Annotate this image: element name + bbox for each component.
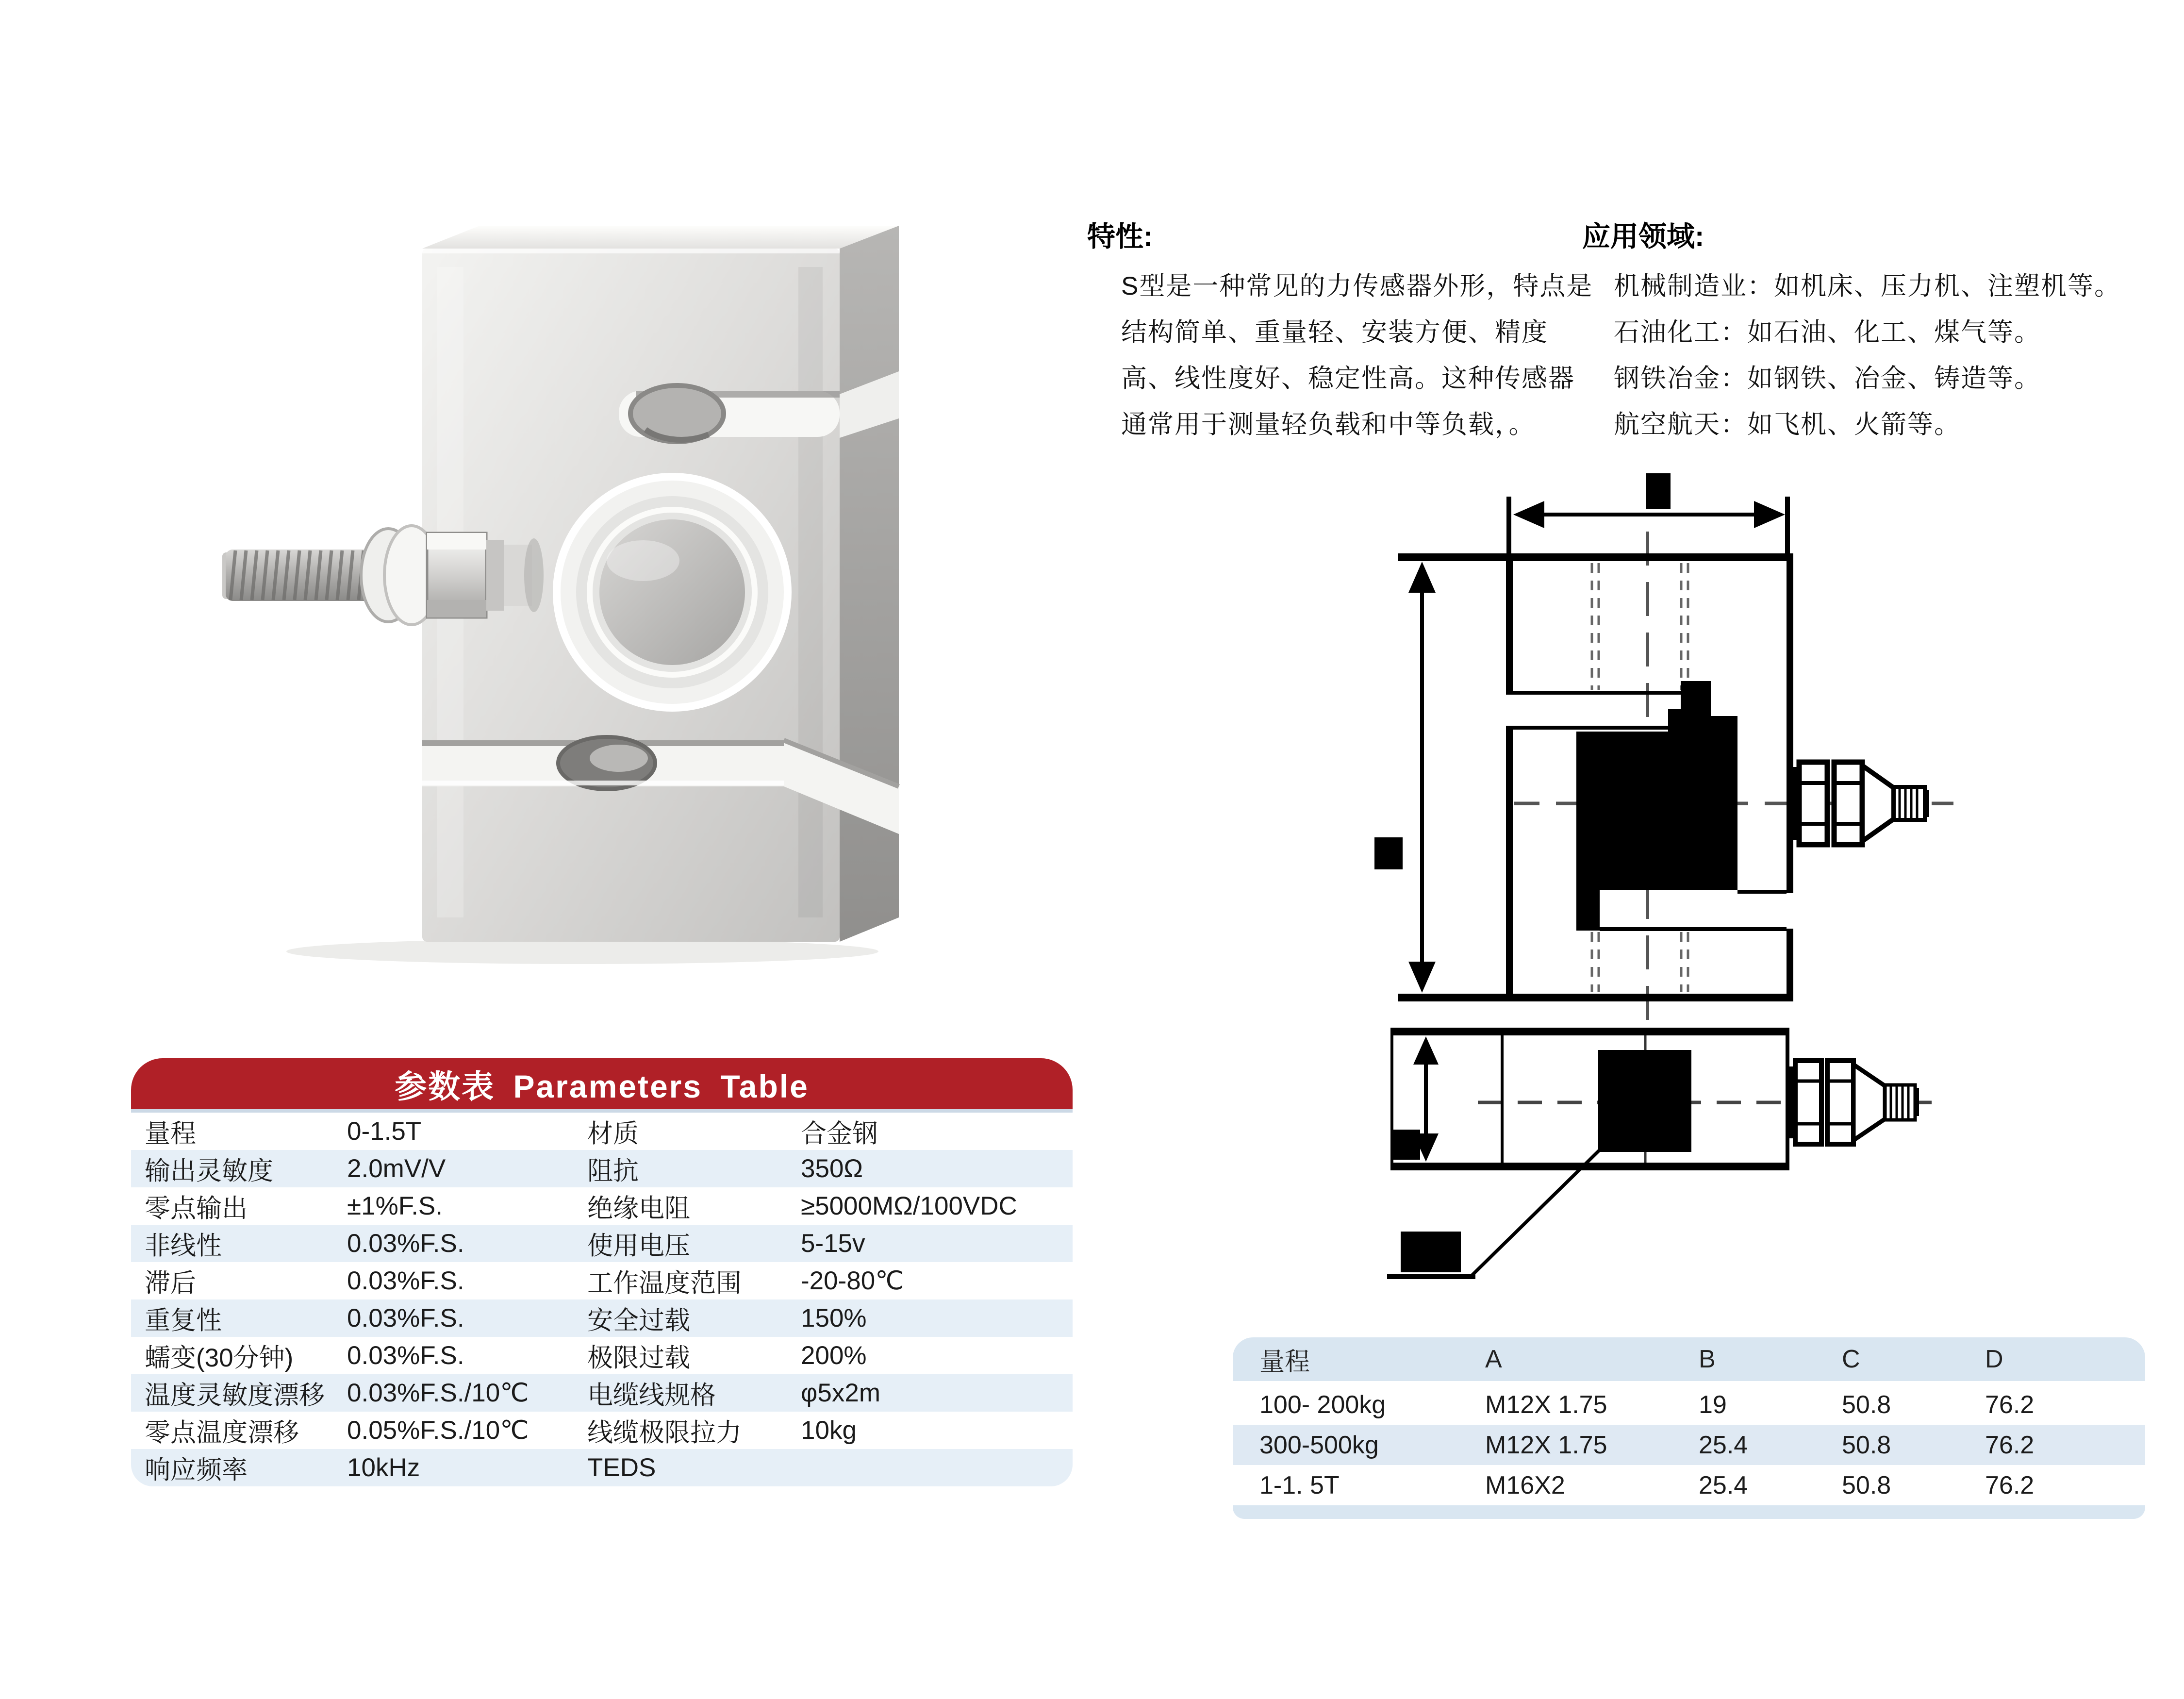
parameter-value: 合金钢 (801, 1119, 878, 1148)
thickness-dimension (1393, 1036, 1439, 1162)
parameter-row (131, 1225, 1073, 1262)
dimension-cell: 50.8 (1842, 1471, 1891, 1499)
dimension-column-header: D (1985, 1345, 2003, 1373)
parameter-label: TEDS (587, 1453, 656, 1482)
banner-divider (131, 1109, 1073, 1113)
parameter-row (131, 1337, 1073, 1374)
parameter-value: 2.0mV/V (347, 1154, 446, 1183)
parameter-value: 0.05%F.S./10℃ (347, 1416, 529, 1445)
dimension-column-header: B (1699, 1345, 1716, 1373)
cable-connector (1793, 762, 1929, 845)
dimension-cell: 100- 200kg (1259, 1390, 1386, 1419)
parameter-label: 工作温度范围 (587, 1268, 742, 1298)
parameter-label: 温度灵敏度漂移 (145, 1381, 325, 1410)
dimension-cell: 25.4 (1699, 1431, 1748, 1459)
center-hole-section (1598, 1050, 1691, 1152)
parameter-value: ≥5000MΩ/100VDC (801, 1192, 1017, 1220)
parameter-label: 重复性 (145, 1306, 222, 1335)
dimension-cell: 76.2 (1985, 1431, 2035, 1459)
parameter-value: 350Ω (801, 1154, 863, 1183)
parameter-value: 0.03%F.S. (347, 1229, 464, 1258)
dimension-cell: 76.2 (1985, 1471, 2035, 1499)
features-heading: 特性: (1087, 221, 1153, 252)
dimension-table-footer (1233, 1505, 2145, 1519)
parameter-label: 安全过载 (587, 1306, 690, 1335)
height-dimension (1374, 562, 1436, 993)
parameter-value: ±1%F.S. (347, 1192, 443, 1220)
parameter-row (131, 1412, 1073, 1449)
parameter-row (131, 1262, 1073, 1299)
parameter-label: 零点温度漂移 (145, 1418, 299, 1447)
parameter-value: -20-80℃ (801, 1266, 904, 1295)
parameter-label: 零点输出 (145, 1194, 248, 1223)
dimension-cell: 50.8 (1842, 1390, 1891, 1419)
parameter-row (131, 1187, 1073, 1225)
parameter-row (131, 1374, 1073, 1412)
parameter-label: 线缆极限拉力 (587, 1418, 742, 1447)
parameter-label: 电缆线规格 (587, 1381, 716, 1410)
cable-connector (1789, 1061, 1919, 1144)
parameter-label: 蠕变(30分钟) (145, 1343, 294, 1372)
sensor-body-side-face (840, 226, 899, 942)
parameter-value: 10kg (801, 1416, 857, 1445)
parameters-table (131, 1058, 1073, 1486)
dimension-cell: M12X 1.75 (1485, 1390, 1607, 1419)
parameter-value: 0.03%F.S./10℃ (347, 1379, 529, 1407)
upper-slot-hole (630, 385, 724, 442)
parameters-table-banner (131, 1058, 1073, 1109)
dimension-table-header (1233, 1337, 2145, 1381)
applications-heading: 应用领域: (1582, 221, 1704, 252)
parameter-label: 极限过载 (587, 1343, 690, 1372)
connector-washer (486, 540, 504, 611)
parameter-label: 输出灵敏度 (145, 1156, 273, 1185)
dimension-column-header: C (1842, 1345, 1860, 1373)
dimension-row (1233, 1465, 2145, 1505)
applications-line: 航空航天：如飞机、火箭等。 (1614, 410, 1961, 439)
parameter-label: 阻抗 (587, 1156, 639, 1185)
dimension-label-placeholder (1401, 1232, 1461, 1272)
parameter-row (131, 1113, 1073, 1150)
parameter-value: φ5x2m (801, 1379, 880, 1407)
features-line: 高、线性度好、稳定性高。这种传感器 (1121, 364, 1575, 393)
dimension-table (1233, 1337, 2145, 1519)
dimension-cell: 50.8 (1842, 1431, 1891, 1459)
dimension-row (1233, 1384, 2145, 1425)
parameter-value: 0-1.5T (347, 1117, 422, 1146)
parameter-label: 响应频率 (145, 1455, 248, 1484)
parameter-row (131, 1449, 1073, 1486)
dimension-label-placeholder (1374, 837, 1403, 869)
dimension-row (1233, 1425, 2145, 1465)
sensor-body-top-face (422, 226, 899, 249)
dimension-cell: M16X2 (1485, 1471, 1565, 1499)
features-section (1087, 214, 1593, 448)
side-outline (1390, 1028, 1789, 1170)
parameter-row (131, 1150, 1073, 1187)
applications-section (1582, 214, 2121, 448)
parameter-value: 150% (801, 1304, 867, 1333)
s-block-outline (1398, 553, 1793, 1001)
dimension-cell: 1-1. 5T (1259, 1471, 1340, 1499)
parameter-value: 10kHz (347, 1453, 420, 1482)
features-line: S型是一种常见的力传感器外形，特点是 (1121, 272, 1593, 300)
parameter-value: 0.03%F.S. (347, 1266, 464, 1295)
center-web-section (1576, 716, 1737, 931)
product-photo (146, 146, 971, 971)
parameter-label: 量程 (145, 1119, 196, 1148)
features-line: 结构简单、重量轻、安装方便、精度 (1121, 318, 1548, 347)
dimension-label-placeholder (1646, 473, 1671, 509)
front-view-drawing (1369, 454, 2029, 1041)
applications-line: 钢铁冶金：如钢铁、冶金、铸造等。 (1614, 364, 2041, 393)
parameter-label: 非线性 (145, 1231, 222, 1260)
dimension-cell: 300-500kg (1259, 1431, 1379, 1459)
parameter-value: 0.03%F.S. (347, 1304, 464, 1333)
parameter-label: 材质 (587, 1119, 639, 1148)
dimension-column-header: A (1485, 1345, 1502, 1373)
dimension-label-placeholder (1393, 1130, 1420, 1160)
dimension-cell: 25.4 (1699, 1471, 1748, 1499)
parameter-value: 200% (801, 1341, 867, 1370)
dimension-column-header: 量程 (1259, 1348, 1310, 1376)
parameter-value: 0.03%F.S. (347, 1341, 464, 1370)
side-view-drawing (1369, 1017, 2029, 1357)
parameter-label: 滞后 (145, 1268, 196, 1298)
features-line: 通常用于测量轻负载和中等负载，。 (1121, 410, 1536, 439)
applications-line: 机械制造业：如机床、压力机、注塑机等。 (1614, 272, 2121, 300)
dimension-cell: M12X 1.75 (1485, 1431, 1607, 1459)
applications-line: 石油化工：如石油、化工、煤气等。 (1614, 318, 2041, 347)
parameters-table-title: 参数表 Parameters Table (395, 1068, 809, 1104)
parameter-label: 绝缘电阻 (587, 1194, 690, 1223)
photo-shadow (286, 939, 878, 964)
dimension-cell: 19 (1699, 1390, 1727, 1419)
dimension-cell: 76.2 (1985, 1390, 2035, 1419)
parameter-row (131, 1299, 1073, 1337)
parameter-value: 5-15v (801, 1229, 865, 1258)
center-boss-recess (599, 519, 745, 665)
parameter-label: 使用电压 (587, 1231, 690, 1260)
